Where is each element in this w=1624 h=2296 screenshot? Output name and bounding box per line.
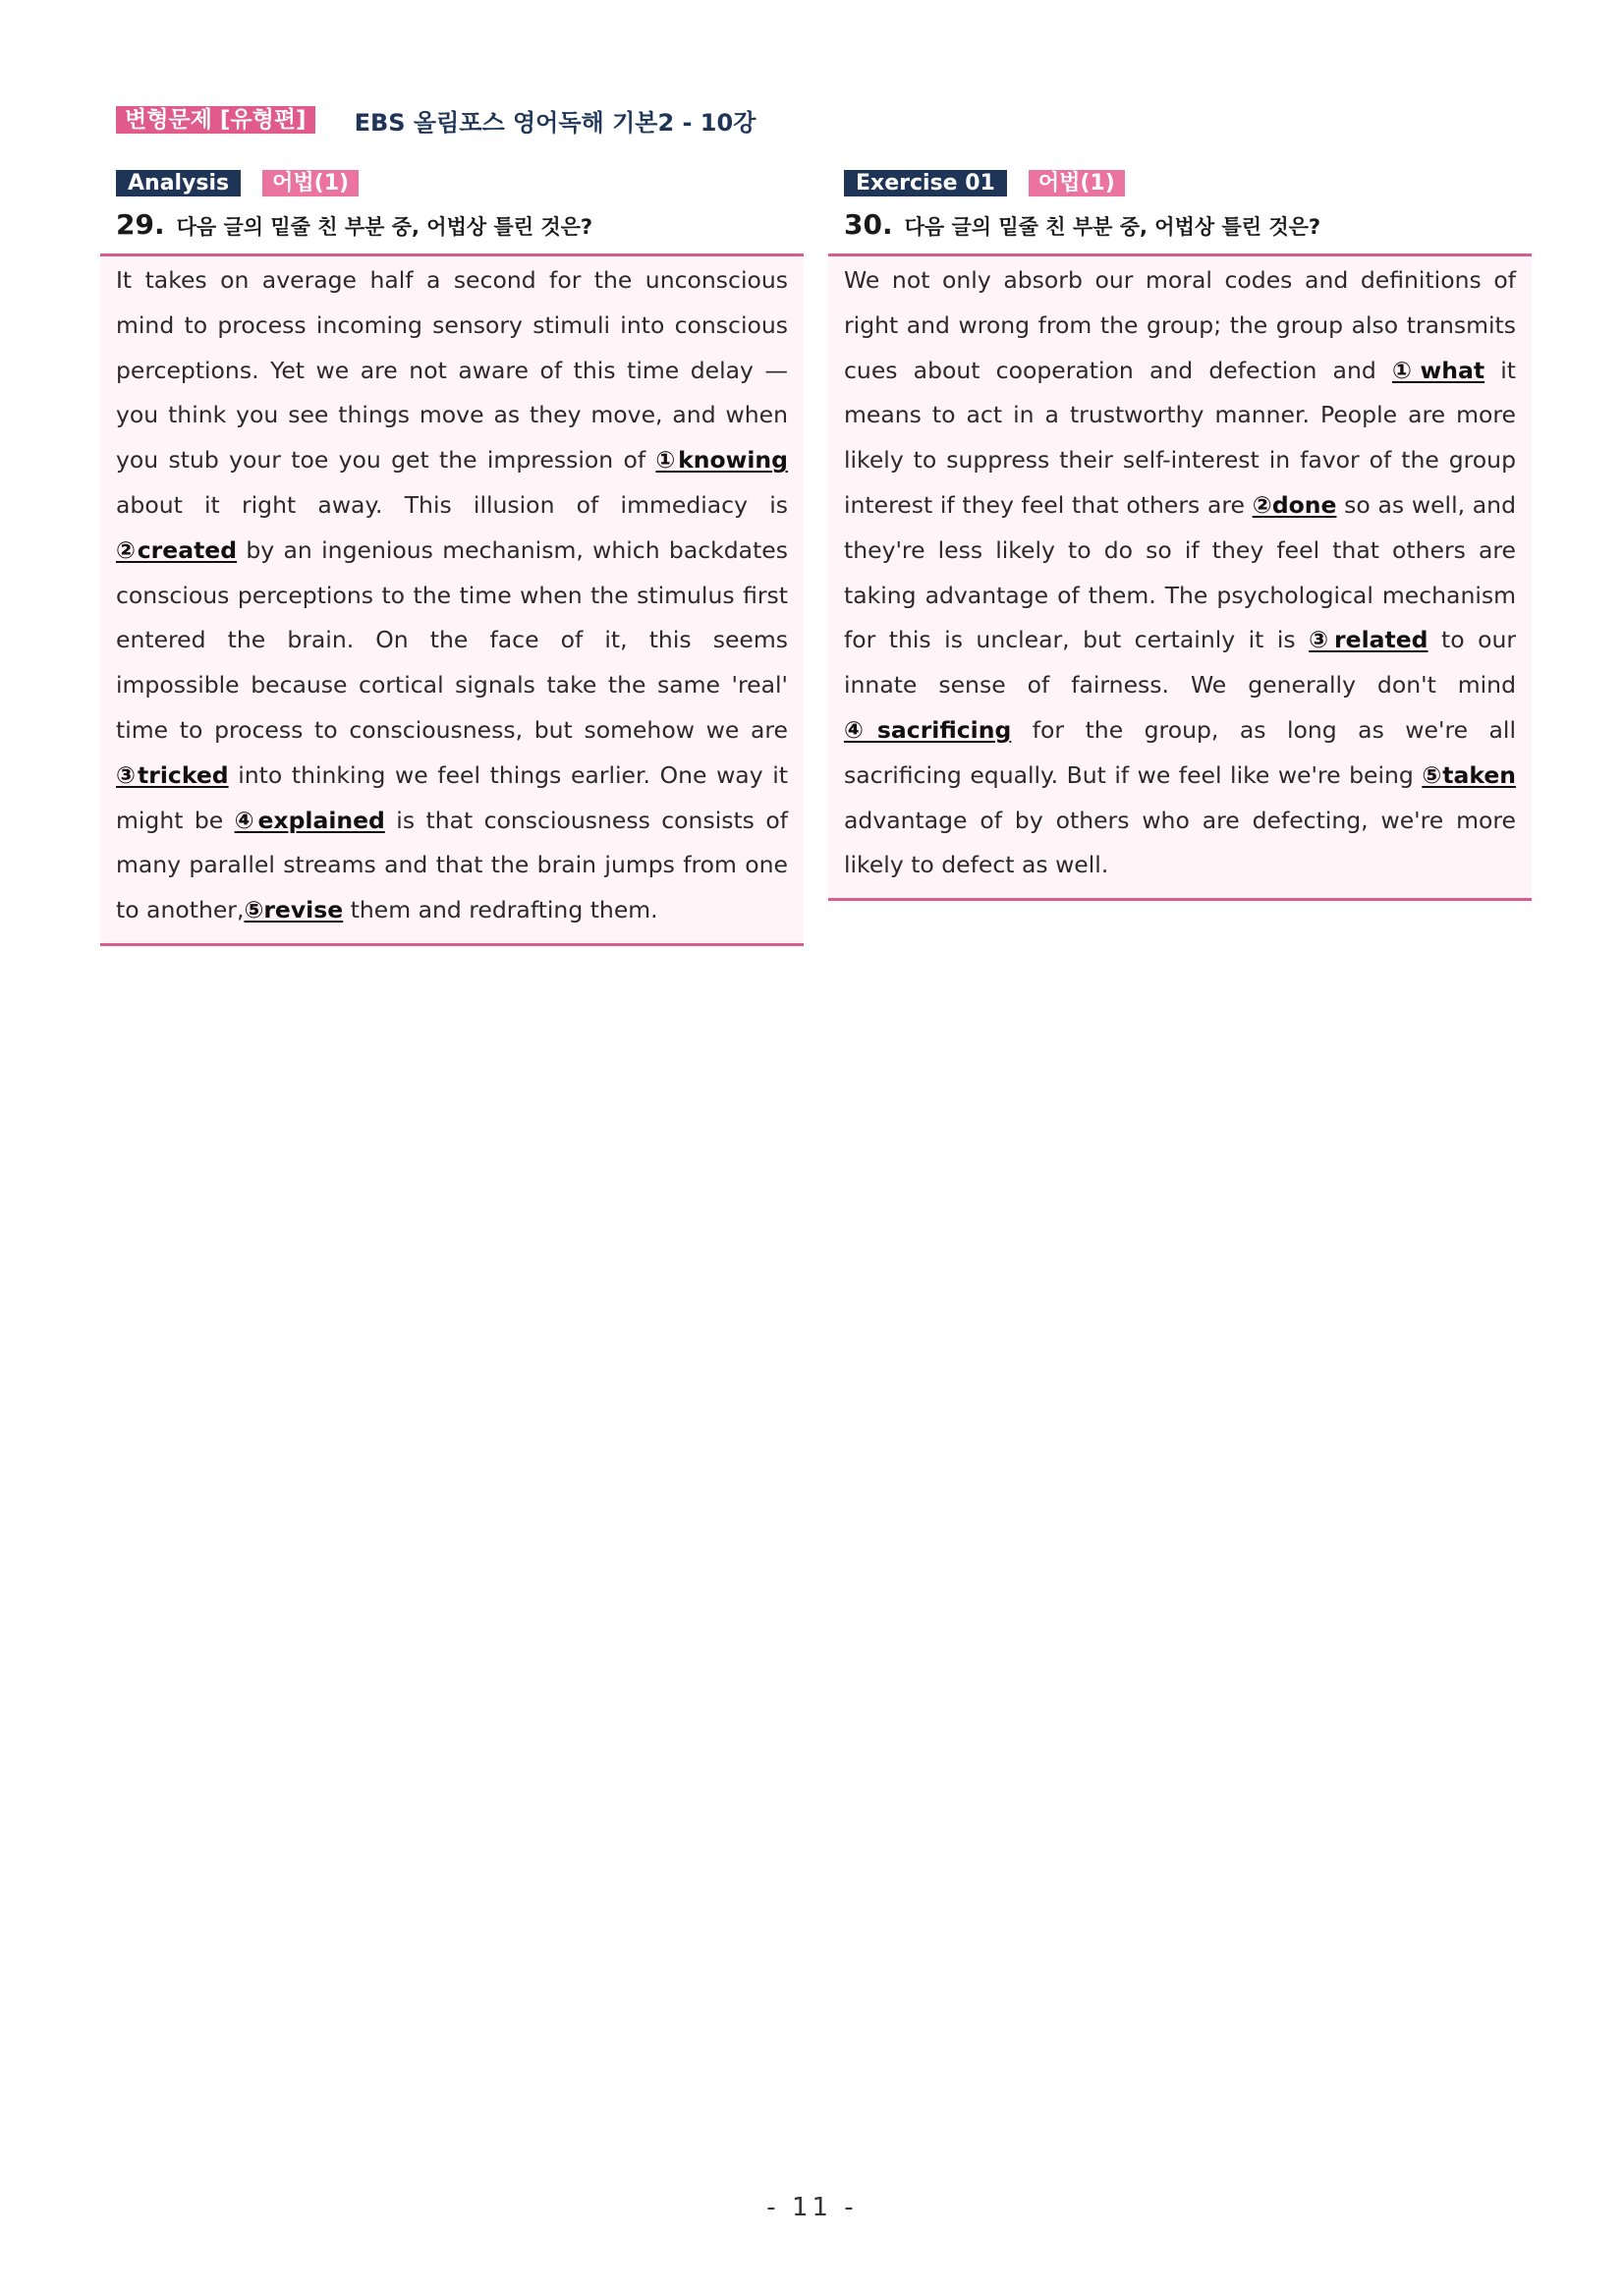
underlined-option: ⑤revise — [244, 896, 344, 924]
category-label: 어법(1) — [1029, 170, 1125, 196]
passage-segment: for the group, as long as we're all sacrificing equally. But if we feel like we're being — [844, 715, 1516, 789]
underlined-option: ②done — [1252, 490, 1337, 519]
passage-segment: them and redrafting them. — [343, 896, 658, 924]
page-number: - 11 - — [766, 2193, 858, 2222]
underlined-option: ①knowing — [655, 446, 788, 475]
passage-box — [100, 253, 804, 946]
question-labels — [100, 169, 804, 196]
section-label: Exercise 01 — [844, 170, 1007, 196]
question-prompt: 다음 글의 밑줄 친 부분 중, 어법상 틀린 것은? — [176, 215, 593, 239]
underlined-option: ④sacrificing — [844, 715, 1012, 744]
passage-segment: it means to act in a trustworthy manner. People are more likely to suppress their self-interest in favor of the group interest if they feel that others are — [844, 356, 1517, 519]
passage-text — [116, 258, 788, 933]
question-prompt: 다음 글의 밑줄 친 부분 중, 어법상 틀린 것은? — [904, 215, 1321, 239]
passage-segment: It takes on average half a second for the unconscious mind to process incoming sensory stimuli into conscious perceptions. Yet we are not aware of this time delay — you think you see things move as they move, and when you stub your toe you get the impression of — [116, 266, 788, 475]
section-label: Analysis — [116, 170, 241, 196]
category-label: 어법(1) — [262, 170, 359, 196]
passage-segment: by an ingenious mechanism, which backdates conscious perceptions to the time when the stimulus first entered the brain. On the face of it, this seems impossible because cortical signals take the same 'real' time to process to consciousness, but somehow we are — [116, 535, 788, 744]
question-heading — [828, 208, 1532, 242]
page-header — [116, 102, 756, 138]
question-number: 30. — [844, 208, 893, 241]
passage-text — [844, 258, 1516, 888]
underlined-option: ①what — [1391, 356, 1485, 384]
underlined-option: ②created — [116, 535, 238, 564]
passage-segment: so as well, and they're less likely to do so if they feel that others are taking advantage of them. The psychological mechanism for this is unclear, but certainly it is — [844, 490, 1516, 654]
question-heading — [100, 208, 804, 242]
passage-box — [828, 253, 1532, 901]
passage-segment: advantage of by others who are defecting, we're more likely to defect as well. — [844, 806, 1516, 879]
passage-segment: is that consciousness consists of many parallel streams and that the brain jumps from one to another, — [116, 806, 788, 924]
passage-segment: about it right away. This illusion of immediacy is — [116, 490, 788, 519]
underlined-option: ③related — [1309, 626, 1428, 654]
underlined-option: ③tricked — [116, 760, 229, 789]
series-tag: 변형문제 [유형편] — [116, 106, 315, 134]
passage-segment: to our innate sense of fairness. We generally don't mind — [844, 626, 1516, 700]
question-30-column — [828, 169, 1532, 901]
question-labels — [828, 169, 1532, 196]
question-29-column — [100, 169, 804, 946]
passage-segment: into thinking we feel things earlier. One way it might be — [116, 760, 788, 834]
underlined-option: ⑤taken — [1422, 760, 1517, 789]
underlined-option: ④explained — [234, 806, 385, 834]
question-number: 29. — [116, 208, 165, 241]
page-title: EBS 올림포스 영어독해 기본2 - 10강 — [354, 108, 756, 137]
passage-segment: We not only absorb our moral codes and definitions of right and wrong from the group; the group also transmits cues about cooperation and defection and — [844, 266, 1516, 384]
